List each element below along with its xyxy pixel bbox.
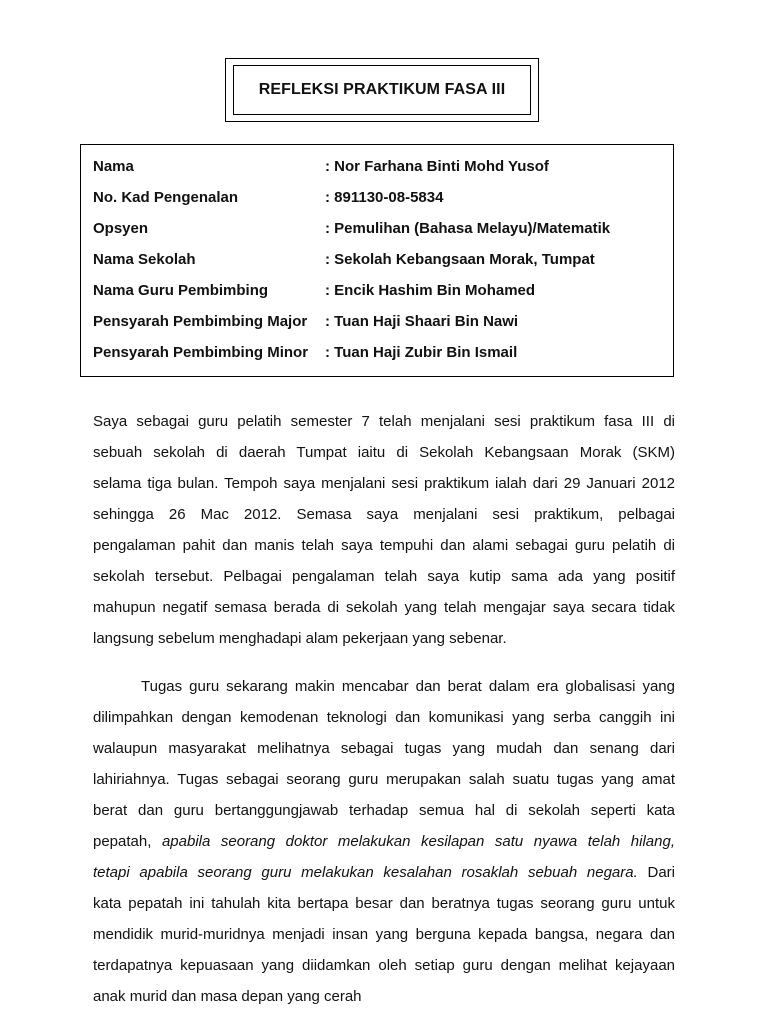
info-value: : Sekolah Kebangsaan Morak, Tumpat (325, 251, 595, 268)
info-label: Nama Sekolah (93, 251, 196, 268)
paragraph-line: anak murid dan masa depan yang cerah (93, 988, 362, 1005)
info-value: : Tuan Haji Zubir Bin Ismail (325, 344, 518, 361)
paragraph-1 (93, 406, 675, 654)
paragraph-line: pengalaman pahit dan manis telah saya tempuhi dan alami sebagai guru pelatih di (93, 537, 675, 554)
paragraph-line: langsung sebelum menghadapi alam pekerjaan yang sebenar. (93, 630, 507, 647)
info-box (80, 144, 674, 377)
info-value: : Tuan Haji Shaari Bin Nawi (325, 313, 519, 330)
paragraph-line-quote-start (93, 826, 675, 857)
paragraph-line: walaupun masyarakat melihatnya sebagai tugas yang mudah dan senang dari (93, 740, 675, 757)
info-label: Opsyen (93, 220, 149, 237)
paragraph-line: dilimpahkan dengan kemodenan teknologi dan komunikasi yang serba canggih ini (93, 709, 675, 726)
paragraph-line: mahupun negatif semasa berada di sekolah yang telah mengajar saya secara tidak (93, 599, 675, 616)
paragraph-line: terdapatnya kepuasaan yang diidamkan oleh setiap guru dengan melihat kejayaan (93, 957, 675, 974)
paragraph-2 (93, 671, 675, 1012)
paragraph-text: pepatah, (93, 833, 162, 850)
page-title: REFLEKSI PRAKTIKUM FASA III (233, 65, 531, 115)
info-value: : 891130-08-5834 (325, 189, 444, 206)
proverb-text: tetapi apabila seorang guru melakukan kesalahan rosaklah sebuah negara. (93, 864, 638, 881)
proverb-text: apabila seorang doktor melakukan kesilapan satu nyawa telah hilang, (161, 833, 676, 850)
title-box (225, 58, 539, 122)
paragraph-text: Dari (637, 864, 675, 881)
paragraph-line: Tugas guru sekarang makin mencabar dan berat dalam era globalisasi yang (141, 678, 675, 695)
paragraph-line: selama tiga bulan. Tempoh saya menjalani sesi praktikum ialah dari 29 Januari 2012 (93, 475, 675, 492)
info-label: No. Kad Pengenalan (93, 189, 239, 206)
paragraph-line-quote-end (93, 857, 675, 888)
info-value: : Nor Farhana Binti Mohd Yusof (325, 158, 549, 175)
info-label: Pensyarah Pembimbing Major (93, 313, 308, 330)
paragraph-line: sebuah sekolah di daerah Tumpat iaitu di Sekolah Kebangsaan Morak (SKM) (93, 444, 675, 461)
info-label: Pensyarah Pembimbing Minor (93, 344, 309, 361)
info-label: Nama (93, 158, 134, 175)
paragraph-line: sehingga 26 Mac 2012. Semasa saya menjalani sesi praktikum, pelbagai (93, 506, 675, 523)
paragraph-line: berat dan guru bertanggungjawab terhadap semua hal di sekolah seperti kata (93, 802, 675, 819)
paragraph-line: lahiriahnya. Tugas sebagai seorang guru merupakan salah suatu tugas yang amat (93, 771, 675, 788)
info-value: : Pemulihan (Bahasa Melayu)/Matematik (325, 220, 611, 237)
paragraph-line: kata pepatah ini tahulah kita bertapa besar dan beratnya tugas seorang guru untuk (93, 895, 675, 912)
paragraph-line: Saya sebagai guru pelatih semester 7 telah menjalani sesi praktikum fasa III di (93, 413, 675, 430)
info-label: Nama Guru Pembimbing (93, 282, 269, 299)
paragraph-line: sekolah tersebut. Pelbagai pengalaman telah saya kutip sama ada yang positif (93, 568, 675, 585)
info-value: : Encik Hashim Bin Mohamed (325, 282, 536, 299)
paragraph-line: mendidik murid-muridnya menjadi insan yang berguna kepada bangsa, negara dan (93, 926, 675, 943)
